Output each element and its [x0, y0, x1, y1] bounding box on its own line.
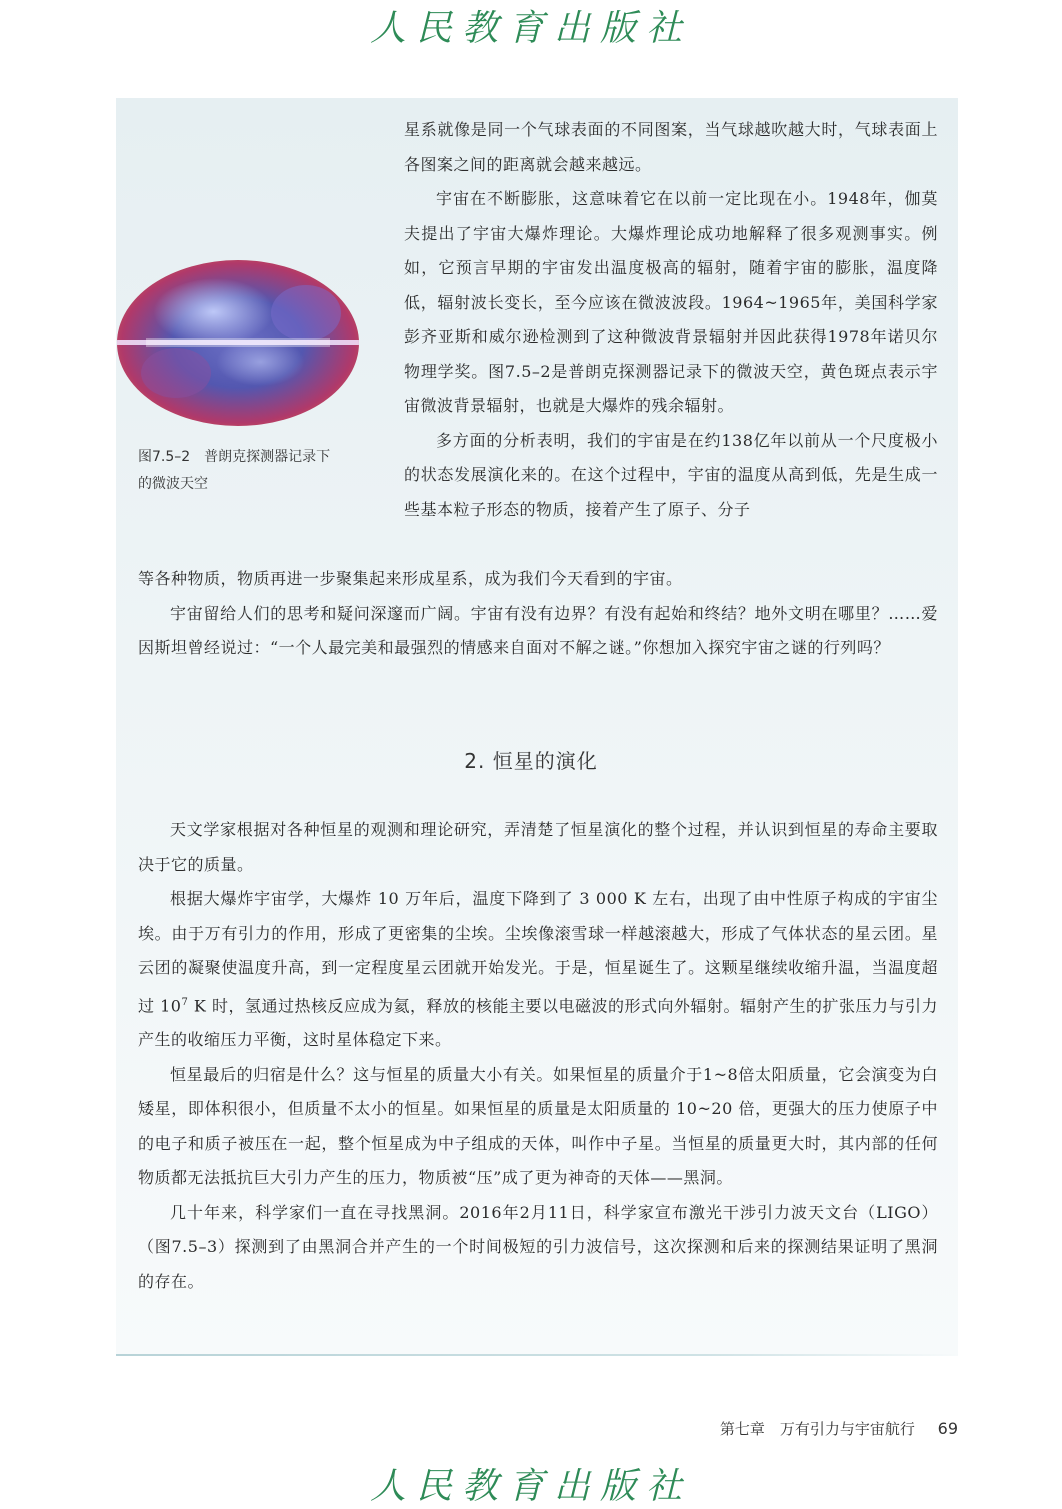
page-number: 69 — [937, 1419, 958, 1438]
col-paragraph-1: 星系就像是同一个气球表面的不同图案，当气球越吹越大时，气球表面上各图案之间的距离就会越来越远。 — [404, 120, 938, 174]
section-paragraph-2-b: K 时，氢通过热核反应成为氦，释放的核能主要以电磁波的形式向外辐射。辐射产生的扩张压力与引力产生的收缩压力平衡，这时星体稳定下来。 — [138, 995, 938, 1050]
col-paragraph-3: 多方面的分析表明，我们的宇宙是在约138亿年以前从一个尺度极小的状态发展演化来的。在这个过程中，宇宙的温度从高到低，先是生成一些基本粒子形态的物质，接着产生了原子、分子 — [404, 430, 938, 519]
page-footer — [720, 1418, 958, 1439]
publisher-logo-bottom: 人民教育出版社 — [369, 1466, 692, 1507]
figure-caption — [138, 444, 368, 498]
paragraph-universe-questions: 宇宙留给人们的思考和疑问深邃而广阔。宇宙有没有边界？有没有起始和终结？地外文明在哪里？……爱因斯坦曾经说过：“一个人最完美和最强烈的情感来自面对不解之谜。”你想加入探究宇宙之谜的行列吗？ — [138, 603, 938, 657]
full-width-text — [138, 562, 938, 666]
chapter-title: 第七章 万有引力与宇宙航行 — [719, 1420, 915, 1438]
section-paragraph-2 — [138, 882, 938, 1058]
column-text — [404, 113, 938, 527]
caption-line-1: 图7.5–2 普朗克探测器记录下 — [138, 449, 331, 465]
section-paragraph-3: 恒星最后的归宿是什么？这与恒星的质量大小有关。如果恒星的质量介于1~8倍太阳质量，它会演变为白矮星，即体积很小，但质量不太小的恒星。如果恒星的质量是太阳质量的 10~20 倍，更强大的压力使原子中的电子和质子被压在一起，整个恒星成为中子组成的天体，叫作中子星。当恒星的质量更大时，其内部的任何物质都无法抵抗巨大引力产生的压力，物质被“压”成了更为神奇的天体——黑洞。 — [138, 1064, 938, 1188]
section-paragraph-2-a: 根据大爆炸宇宙学，大爆炸 10 万年后，温度下降到了 3 000 K 左右，出现了由中性原子构成的宇宙尘埃。由于万有引力的作用，形成了更密集的尘埃。尘埃像滚雪球一样越滚越大，形成了气体状态的星云团。星云团的凝聚使温度升高，到一定程度星云团就开始发光。于是，恒星诞生了。这颗星继续收缩升温，当温度超过 10 — [138, 889, 938, 1015]
col-paragraph-2: 宇宙在不断膨胀，这意味着它在以前一定比现在小。1948年，伽莫夫提出了宇宙大爆炸理论。大爆炸理论成功地解释了很多观测事实。例如，它预言早期的宇宙发出温度极高的辐射，随着宇宙的膨胀，温度降低，辐射波长变长，至今应该在微波波段。1964~1965年，美国科学家彭齐亚斯和威尔逊检测到了这种微波背景辐射并因此获得1978年诺贝尔物理学奖。图7.5–2是普朗克探测器记录下的微波天空，黄色斑点表示宇宙微波背景辐射，也就是大爆炸的残余辐射。 — [404, 189, 938, 415]
section-paragraph-1: 天文学家根据对各种恒星的观测和理论研究，弄清楚了恒星演化的整个过程，并认识到恒星的寿命主要取决于它的质量。 — [138, 820, 938, 874]
caption-line-2: 的微波天空 — [138, 476, 208, 492]
section-paragraph-4: 几十年来，科学家们一直在寻找黑洞。2016年2月11日，科学家宣布激光干涉引力波天文台（LIGO）（图7.5–3）探测到了由黑洞合并产生的一个时间极短的引力波信号，这次探测和后来的探测结果证明了黑洞的存在。 — [138, 1202, 938, 1291]
section-text — [138, 813, 938, 1299]
microwave-sky-map — [116, 258, 360, 428]
temperature-exponent: 7 — [181, 996, 189, 1008]
section-heading: 2. 恒星的演化 — [464, 749, 598, 773]
panel-divider — [116, 1354, 958, 1356]
paragraph-continuation: 等各种物质，物质再进一步聚集起来形成星系，成为我们今天看到的宇宙。 — [138, 569, 683, 588]
publisher-logo-top: 人民教育出版社 — [369, 8, 692, 49]
